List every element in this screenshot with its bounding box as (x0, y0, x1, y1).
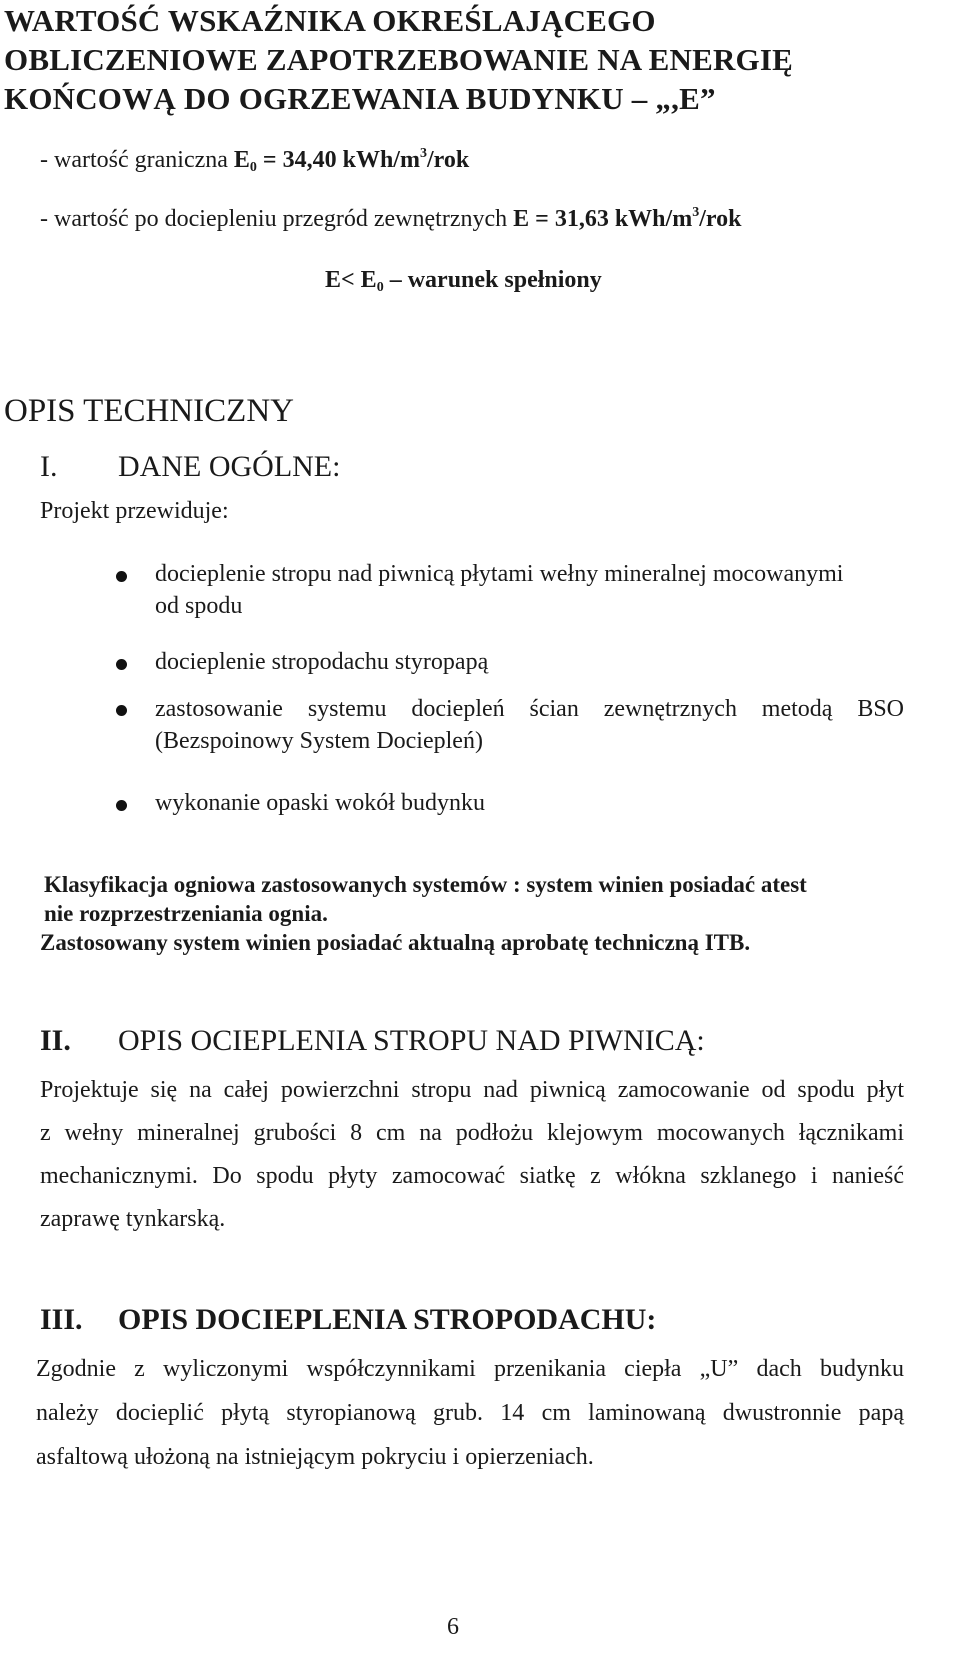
section-3-line-2: należy docieplić płytą styropianową grub. 14 cm laminowaną dwustronnie papą (36, 1400, 904, 1426)
section-2-line-3: mechanicznymi. Do spodu płyty zamocować siatkę z włókna szklanego i nanieść (40, 1163, 904, 1189)
bullet-dot (116, 659, 127, 670)
condition-line (325, 267, 602, 296)
limit-symbol: E (233, 147, 250, 173)
section-2-number: II. (40, 1024, 71, 1057)
limit-superscript: 3 (419, 146, 427, 161)
limit-prefix: - wartość graniczna (40, 147, 234, 173)
section-1-title: DANE OGÓLNE: (118, 450, 341, 483)
opis-techniczny-heading: OPIS TECHNICZNY (4, 393, 294, 429)
document-title-line-1: WARTOŚĆ WSKAŹNIKA OKREŚLAJĄCEGO (4, 3, 656, 38)
page-number: 6 (447, 1614, 459, 1640)
after-unit: /rok (699, 206, 742, 232)
bullet-3-line-1: zastosowanie systemu dociepleń ścian zewnętrznych metodą BSO (155, 696, 904, 722)
fire-classification-line-2: nie rozprzestrzeniania ognia. (44, 901, 328, 926)
limit-subscript: 0 (249, 160, 257, 175)
itb-approval-note: Zastosowany system winien posiadać aktualną aprobatę techniczną ITB. (40, 930, 751, 955)
bullet-2: docieplenie stropodachu styropapą (155, 649, 489, 675)
bullet-dot (116, 800, 127, 811)
section-1-intro: Projekt przewiduje: (40, 498, 229, 524)
section-3-line-1: Zgodnie z wyliczonymi współczynnikami przenikania ciepła „U” dach budynku (36, 1356, 904, 1382)
document-title-line-3: KOŃCOWĄ DO OGRZEWANIA BUDYNKU – „,E” (4, 81, 716, 116)
section-2-title: OPIS OCIEPLENIA STROPU NAD PIWNICĄ: (118, 1024, 705, 1057)
condition-subscript: 0 (376, 280, 384, 295)
bullet-dot (116, 571, 127, 582)
section-3-number: III. (40, 1303, 83, 1336)
section-3-title: OPIS DOCIEPLENIA STROPODACHU: (118, 1303, 657, 1336)
bullet-3-line-2: (Bezspoinowy System Dociepleń) (155, 728, 483, 754)
section-1-number: I. (40, 450, 58, 483)
bullet-1-line-2: od spodu (155, 593, 243, 619)
bullet-4: wykonanie opaski wokół budynku (155, 790, 485, 816)
document-title-line-2: OBLICZENIOWE ZAPOTRZEBOWANIE NA ENERGIĘ (4, 42, 794, 77)
limit-unit: /rok (426, 147, 470, 173)
section-2-line-2: z wełny mineralnej grubości 8 cm na podłożu klejowym mocowanych łącznikami (40, 1120, 904, 1146)
condition-symbol: E< E (325, 267, 377, 293)
after-prefix: - wartość po dociepleniu przegród zewnętrznych (40, 206, 514, 232)
section-3-line-3: asfaltową ułożoną na istniejącym pokryciu i opierzeniach. (36, 1444, 594, 1470)
condition-text: – warunek spełniony (383, 267, 602, 293)
section-2-line-1: Projektuje się na całej powierzchni stropu nad piwnicą zamocowanie od spodu płyt (40, 1077, 904, 1103)
after-insulation-line (40, 205, 741, 233)
bullet-dot (116, 705, 127, 716)
limit-value: = 34,40 kWh/m (256, 147, 420, 173)
after-value: E = 31,63 kWh/m (513, 206, 693, 232)
after-superscript: 3 (692, 205, 700, 220)
section-2-line-4: zaprawę tynkarską. (40, 1206, 226, 1232)
limit-value-line (40, 146, 469, 176)
fire-classification-line-1: Klasyfikacja ogniowa zastosowanych systemów : system winien posiadać atest (44, 872, 807, 897)
bullet-1-line-1: docieplenie stropu nad piwnicą płytami wełny mineralnej mocowanymi (155, 561, 844, 587)
